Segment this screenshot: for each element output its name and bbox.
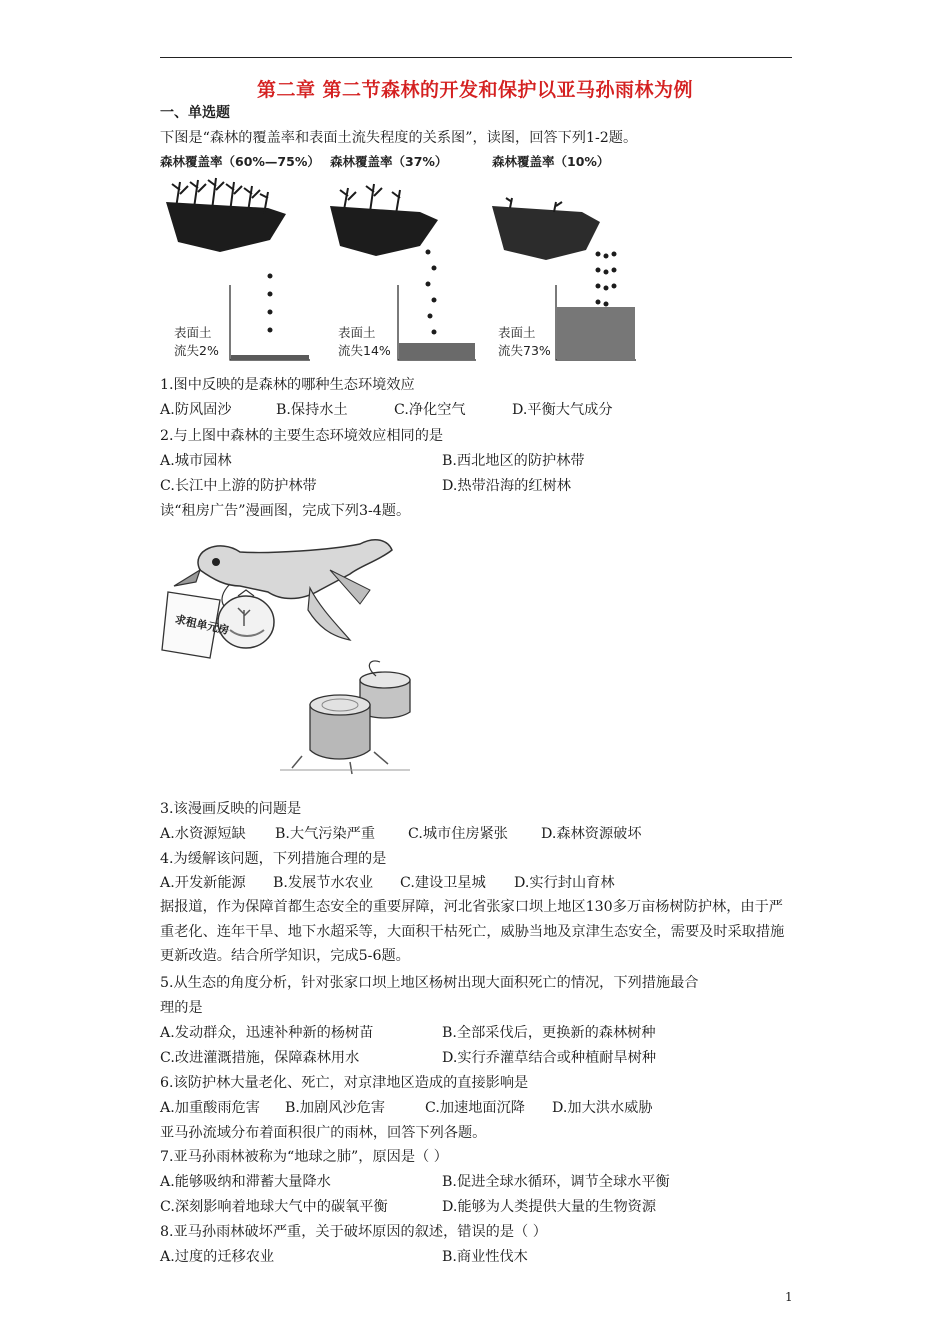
loss-label-line2: 流失73% — [498, 343, 551, 358]
nest-bundle-icon — [218, 584, 274, 648]
panel-low-coverage — [492, 154, 636, 360]
q3-option-a: A.水资源短缺 — [160, 826, 246, 842]
panel-high-coverage — [160, 154, 320, 360]
coverage-label: 森林覆盖率（10%） — [492, 154, 610, 169]
soil-loss-fill-2pct — [231, 355, 309, 360]
q6-option-a: A.加重酸雨危害 — [160, 1100, 260, 1116]
q6-option-d: D.加大洪水威胁 — [552, 1100, 653, 1116]
q4-option-c: C.建设卫星城 — [400, 875, 486, 891]
rental-ad-cartoon — [160, 530, 420, 785]
loss-label-line1: 表面土 — [498, 325, 536, 340]
q7-stem: 7.亚马孙雨林被称为“地球之肺”，原因是（ ） — [160, 1149, 448, 1165]
q7-option-b: B.促进全球水循环，调节全球水平衡 — [442, 1174, 670, 1190]
q6-option-c: C.加速地面沉降 — [425, 1100, 525, 1116]
q2-option-b: B.西北地区的防护林带 — [442, 453, 585, 469]
q5-option-b: B.全部采伐后，更换新的森林树种 — [442, 1025, 656, 1041]
rent-sign — [162, 592, 230, 658]
q8-option-a: A.过度的迁移农业 — [160, 1249, 275, 1265]
intro-q5-6: 据报道，作为保障首都生态安全的重要屏障，河北省张家口坝上地区130多万亩杨树防护林，由于严重老化、连年干旱、地下水超采等，大面积干枯死亡，威胁当地及京津生态安全，需要及时采取措施更新改造。结合所学知识，完成5-6题。 — [160, 899, 785, 964]
q4-option-a: A.开发新能源 — [160, 875, 246, 891]
soil-loss-fill-14pct — [399, 343, 475, 360]
q8-option-b: B.商业性伐木 — [442, 1249, 528, 1265]
tree-stumps-icon — [280, 661, 410, 774]
forest-cover-soil-loss-figure — [158, 150, 638, 365]
q8-stem: 8.亚马孙雨林破坏严重，关于破坏原因的叙述，错误的是（ ） — [160, 1224, 547, 1240]
loss-label-line1: 表面土 — [338, 325, 376, 340]
soil-loss-fill-73pct — [557, 307, 635, 360]
intro-q3-4: 读“租房广告”漫画图，完成下列3-4题。 — [160, 503, 411, 519]
q7-option-a: A.能够吸纳和滞蓄大量降水 — [160, 1174, 331, 1190]
q2-option-c: C.长江中上游的防护林带 — [160, 478, 317, 494]
page-title: 第二章 第二节森林的开发和保护以亚马孙雨林为例 — [256, 79, 694, 101]
raindrops — [426, 250, 437, 335]
coverage-label: 森林覆盖率（37%） — [330, 154, 448, 169]
loss-label-line1: 表面土 — [174, 325, 212, 340]
loss-label-line2: 流失2% — [174, 343, 219, 358]
q3-option-b: B.大气污染严重 — [275, 826, 376, 842]
q4-stem: 4.为缓解该问题，下列措施合理的是 — [160, 851, 387, 867]
raindrops — [268, 274, 273, 333]
raindrops — [596, 252, 617, 307]
q7-option-d: D.能够为人类提供大量的生物资源 — [442, 1199, 657, 1215]
header-rule — [160, 57, 792, 58]
q1-option-c: C.净化空气 — [394, 402, 466, 418]
q4-option-d: D.实行封山育林 — [514, 875, 615, 891]
q1-option-d: D.平衡大气成分 — [512, 402, 613, 418]
q6-stem: 6.该防护林大量老化、死亡，对京津地区造成的直接影响是 — [160, 1075, 529, 1091]
q5-stem-line2: 理的是 — [160, 1000, 203, 1016]
q2-stem: 2.与上图中森林的主要生态环境效应相同的是 — [160, 428, 444, 444]
q3-stem: 3.该漫画反映的问题是 — [160, 801, 302, 817]
q5-option-d: D.实行乔灌草结合或种植耐旱树种 — [442, 1050, 657, 1066]
coverage-label: 森林覆盖率（60%—75%） — [160, 154, 320, 169]
intro-q1-2: 下图是“森林的覆盖率和表面土流失程度的关系图”，读图，回答下列1-2题。 — [160, 130, 638, 146]
q7-option-c: C.深刻影响着地球大气中的碳氧平衡 — [160, 1199, 388, 1215]
sign-text: 求租单元房 — [173, 612, 231, 638]
q1-option-a: A.防风固沙 — [160, 402, 232, 418]
q6-option-b: B.加剧风沙危害 — [285, 1100, 386, 1116]
q5-option-a: A.发动群众，迅速补种新的杨树苗 — [160, 1025, 374, 1041]
q3-option-c: C.城市住房紧张 — [408, 826, 508, 842]
panel-medium-coverage — [330, 154, 476, 360]
q1-stem: 1.图中反映的是森林的哪种生态环境效应 — [160, 377, 415, 393]
q2-option-a: A.城市园林 — [160, 453, 232, 469]
section-heading: 一、单选题 — [160, 105, 230, 121]
loss-label-line2: 流失14% — [338, 343, 391, 358]
q2-option-d: D.热带沿海的红树林 — [442, 478, 571, 494]
page-number: 1 — [785, 1290, 793, 1304]
q5-stem-line1: 5.从生态的角度分析，针对张家口坝上地区杨树出现大面积死亡的情况，下列措施最合 — [160, 975, 699, 991]
q1-option-b: B.保持水土 — [276, 402, 348, 418]
q4-option-b: B.发展节水农业 — [273, 875, 374, 891]
q5-option-c: C.改进灌溉措施，保障森林用水 — [160, 1050, 360, 1066]
q3-option-d: D.森林资源破坏 — [541, 826, 642, 842]
intro-q7-8: 亚马孙流域分布着面积很广的雨林，回答下列各题。 — [160, 1125, 487, 1141]
